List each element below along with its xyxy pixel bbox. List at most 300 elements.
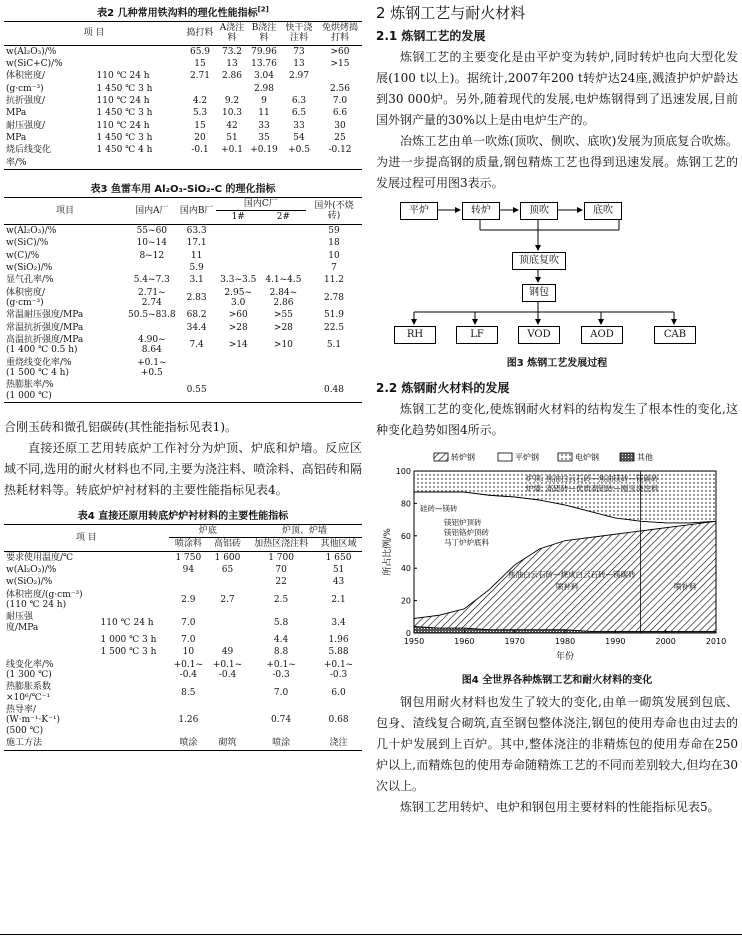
table4-row	[4, 564, 362, 576]
table2-row-condition: 110 ℃ 24 h	[96, 96, 150, 107]
table2-cell: 15	[194, 120, 206, 131]
table4-cell: +0.1~ -0.4	[212, 659, 243, 681]
table4-cell: 喷涂	[272, 738, 291, 749]
table2-row-label: 烧后线变化	[6, 145, 52, 156]
chart-annotation: 焦油白云石砖—烧成白云石砖—镁碳砖	[508, 570, 636, 579]
table4-cell: 0.74	[271, 715, 292, 726]
table2-row	[4, 107, 362, 119]
table2-cell	[184, 157, 216, 170]
table2-row-label: MPa	[6, 108, 27, 119]
table4-h-sub-3: 加热区浇注料	[254, 539, 309, 550]
table4-cell: 43	[332, 577, 345, 588]
table2-cell: 13	[293, 59, 305, 70]
table2-cell: 42	[226, 120, 238, 131]
table4	[4, 524, 362, 751]
table2-row-label: (g·cm⁻³)	[6, 83, 44, 94]
table3-cell: >55	[273, 310, 293, 321]
legend-swatch	[434, 453, 448, 461]
table3-row-label: 高温抗折强度/MPa (1 400 ℃ 0.5 h)	[6, 334, 84, 356]
table3-cell	[261, 262, 306, 274]
table2-caption-text: 表2 几种常用铁沟料的理化性能指标	[97, 8, 258, 19]
x-tick-label: 1990	[605, 637, 626, 646]
flow-node-open-hearth: 平炉	[400, 202, 438, 220]
table2-row-condition	[95, 58, 184, 70]
table4-row	[4, 737, 362, 750]
table3-cell: 2.78	[323, 292, 345, 303]
table3-cell: 55~60	[136, 225, 168, 236]
table3-cell: +0.1~ +0.5	[137, 357, 167, 378]
table3-cell: 50.5~83.8	[128, 310, 176, 321]
page-bottom-rule	[0, 934, 742, 935]
table3-cell: 2.83	[186, 292, 207, 303]
table2-cell: 4.2	[192, 96, 208, 107]
table2-row-label: 率/%	[6, 157, 27, 168]
table2-cell: 2.97	[288, 71, 310, 82]
x-tick-label: 1970	[504, 637, 525, 646]
table3-h-a: 国内A厂	[135, 205, 169, 216]
table2-cell: 79.96	[251, 46, 277, 57]
table2-cell: 6.3	[291, 96, 307, 107]
flow-node-top-blowing: 顶吹	[520, 202, 558, 220]
table2-cell: 7.0	[332, 96, 348, 107]
legend-label: 其他	[637, 453, 653, 462]
table3-row	[4, 322, 362, 334]
table3-cell: 11	[190, 250, 203, 261]
chart-annotation: 镁铝铬炉顶砖	[444, 528, 489, 537]
right-paragraph-4: 钢包用耐火材料也发生了较大的变化,由单一砌筑发展到包底、包身、渣线复合砌筑,直至钢包整体浇注,钢包的使用寿命也由过去的几十炉发展到上百炉。其中,整体浇注的非精炼包的使用寿命在250炉以上,而精炼包的使用寿命随精炼工艺的不同而差别较大,但均在30次以上。	[376, 695, 738, 793]
table2-row-condition: 1 450 ℃ 3 h	[96, 83, 153, 94]
table2-header-row	[4, 22, 362, 46]
figure4-svg	[376, 445, 738, 667]
table4-cell: 8.5	[181, 687, 196, 698]
table4-row-condition: 1 500 ℃ 3 h	[100, 647, 157, 658]
table3-cell: 10~14	[136, 238, 168, 249]
table2-row	[4, 120, 362, 132]
table2-cell: 25	[334, 133, 346, 144]
table3-cell: 5.4~7.3	[133, 275, 170, 286]
left-column	[4, 2, 362, 751]
table4-cell: 7.0	[273, 687, 289, 698]
figure4-caption: 图4 全世界各种炼钢工艺和耐火材料的变化	[461, 675, 653, 686]
y-tick-label: 40	[400, 564, 411, 574]
table2-cell: 51	[226, 133, 238, 144]
table4-row-label: 热膨胀系数 ×10⁶/℃⁻¹	[6, 682, 52, 703]
table2-cell: 9	[261, 96, 267, 107]
table3-cell	[261, 224, 306, 237]
table4-row-label: 施工方法	[6, 738, 43, 749]
table4-caption: 表4 直接还原用转底炉炉衬材料的主要性能指标	[77, 510, 289, 522]
table2-h-3: B浇注料	[251, 23, 277, 44]
table4-row-condition: 110 ℃ 24 h	[100, 617, 154, 628]
table2-row-label: 体积密度/	[6, 71, 46, 82]
table3-cell	[261, 379, 306, 402]
table3-row-label: 重烧线变化率/% (1 500 ℃ 4 h)	[6, 357, 72, 378]
x-tick-label: 1960	[454, 637, 475, 646]
table4-row-label: 热导率/ (W·m⁻¹·K⁻¹) (500 ℃)	[6, 705, 60, 736]
table3-h-c: 国内C厂	[216, 198, 306, 211]
table3-cell: 68.2	[186, 310, 207, 321]
legend-label: 平炉钢	[515, 453, 539, 462]
table3-cell	[216, 262, 261, 274]
flow-node-converter: 转炉	[462, 202, 500, 220]
table3-cell: 3.3~3.5	[220, 275, 257, 286]
table2-row-condition: 1 450 ℃ 4 h	[96, 145, 153, 156]
table3-row-label: w(C)/%	[6, 250, 40, 261]
table2-row-condition: 110 ℃ 24 h	[96, 120, 150, 131]
table2-row-condition: 110 ℃ 24 h	[96, 71, 150, 82]
table3-row	[4, 250, 362, 262]
table3-cell: 5.1	[326, 340, 342, 351]
y-tick-label: 80	[400, 499, 411, 509]
table2-cell	[280, 157, 318, 170]
table2-h-2: A浇注料	[219, 23, 245, 44]
table2-cell: 2.98	[253, 83, 275, 94]
table4-cell: 1.26	[178, 715, 199, 726]
table3-cell: >28	[228, 322, 248, 333]
table4-cell: 2.1	[331, 594, 346, 605]
table2-cell: +0.19	[250, 145, 278, 156]
table2-h-4: 快干浇注料	[285, 23, 313, 44]
table4-row-label: w(SiO₂)/%	[6, 577, 53, 588]
table2-cell: 33	[258, 120, 270, 131]
table2-cell: 54	[293, 133, 305, 144]
table2-cell: 2.56	[329, 83, 351, 94]
table4-row-label: 线变化率/% (1 300 ℃)	[6, 659, 54, 681]
table2-row-label: 耐压强度/	[6, 120, 46, 131]
table3-cell	[126, 379, 178, 402]
table4-cell: 2.7	[220, 594, 235, 605]
table4-cell	[208, 634, 247, 646]
table4-cell	[208, 704, 247, 737]
table2-cell: 2.86	[221, 71, 243, 82]
table3-cell	[216, 237, 261, 249]
table4-row-label: 要求使用温度/℃	[6, 552, 74, 563]
chart-annotation: 喷补料	[556, 582, 579, 591]
table3-cell: >10	[273, 340, 293, 351]
table3-row-label: 体积密度/ (g·cm⁻³)	[6, 287, 46, 308]
x-tick-label: 2010	[705, 637, 727, 646]
table3-cell	[126, 262, 178, 274]
table2-row	[4, 144, 362, 156]
table3-cell: 2.84~ 2.86	[269, 287, 298, 308]
table3	[4, 197, 362, 403]
table3-cell: 5.9	[189, 262, 204, 273]
table4-cell: 7.0	[181, 617, 196, 628]
legend-swatch	[498, 453, 512, 461]
table3-row	[4, 237, 362, 249]
table4-row-condition	[99, 737, 169, 750]
flow-node-bottom-blowing: 底吹	[584, 202, 622, 220]
y-tick-label: 60	[400, 531, 411, 541]
y-tick-label: 0	[405, 629, 411, 638]
table4-cell	[208, 611, 247, 634]
table2-cell: 11	[258, 108, 270, 119]
chart-annotation: 炉顶: 焦油白云石砖—焦油镁砖—镁碳砖	[526, 474, 659, 483]
table3-h-c1: 1#	[231, 212, 245, 223]
left-paragraph-2: 直接还原工艺用转底炉工作衬分为炉顶、炉底和炉墙。反应区域不同,选用的耐火材料也不同,主要为浇注料、喷涂料、高铝砖和隔热耗材料等。转底炉炉衬材料的主要性能指标见表4。	[4, 440, 362, 497]
table4-row-condition	[99, 681, 169, 704]
table4-row-condition	[99, 551, 169, 564]
table4-row-label: 体积密度/(g·cm⁻³) (110 ℃ 24 h)	[6, 589, 83, 611]
table4-cell	[208, 681, 247, 704]
flow-leaf-lf: LF	[456, 326, 498, 344]
right-paragraph-2: 冶炼工艺由单一吹炼(顶吹、侧吹、底吹)发展为顶底复合吹炼。为进一步提高钢的质量,钢包精炼工艺也得到迅速发展。炼钢工艺的发展过程可用图3表示。	[376, 134, 738, 190]
right-paragraph-3: 炼钢工艺的变化,使炼钢耐火材料的结构发生了根本性的变化,这种变化趋势如图4所示。	[376, 402, 738, 437]
table3-row-label: 热膨胀率/% (1 000 ℃)	[6, 380, 54, 401]
table3-h-item: 项目	[55, 205, 74, 216]
table2-cell: 73	[293, 46, 305, 57]
table4-h-sub-4: 其他区域	[320, 539, 357, 550]
table4-cell: 1 700	[268, 552, 294, 563]
table3-cell: 4.1~4.5	[265, 275, 302, 286]
table4-row-label	[4, 634, 99, 646]
table3-cell: 3.1	[189, 275, 204, 286]
y-tick-label: 20	[400, 596, 411, 606]
table2-h-item: 项 目	[83, 28, 105, 39]
table4-h-sub-1: 喷涂料	[174, 539, 202, 550]
table4-row	[4, 589, 362, 612]
table2-cite: [2]	[257, 5, 269, 14]
table4-cell: 94	[182, 565, 195, 575]
table2-cell	[216, 157, 248, 170]
table4-row-condition	[99, 704, 169, 737]
table2-row-label: MPa	[6, 133, 27, 144]
table3-row	[4, 357, 362, 380]
x-axis-label: 年份	[555, 652, 575, 662]
table3-cell	[126, 322, 178, 334]
table3-row	[4, 224, 362, 237]
right-paragraph-5: 炼钢工艺用转炉、电炉和钢包用主要材料的性能指标见表5。	[400, 800, 720, 814]
table4-cell: 10	[182, 647, 195, 658]
table3-cell	[261, 237, 306, 249]
table4-row-condition	[99, 564, 169, 576]
table3-row-label: 常温抗折强度/MPa	[6, 322, 84, 333]
flow-node-combined-blowing: 顶底复吹	[512, 252, 566, 270]
table2-row-label: w(Al₂O₃)/%	[6, 46, 57, 57]
table2-cell	[318, 157, 362, 170]
table3-cell: >14	[228, 340, 248, 351]
table3-cell: 2.95~ 3.0	[224, 287, 253, 308]
table3-row	[4, 379, 362, 402]
legend-swatch	[620, 453, 634, 461]
table3-cell	[216, 224, 261, 237]
table3-cell: 4.90~ 8.64	[138, 334, 166, 356]
table3-cell: 11.2	[323, 275, 345, 286]
table4-row-condition	[99, 589, 169, 612]
chart-annotation: 硅砖—镁砖	[420, 504, 458, 513]
table3-cell: 8~12	[139, 250, 165, 261]
table2-row	[4, 45, 362, 58]
table4-cell: 1 600	[214, 552, 241, 563]
table4-h-item: 项 目	[75, 532, 97, 543]
table2-row	[4, 95, 362, 107]
table3-cell	[178, 357, 216, 380]
table4-cell: 4.4	[273, 635, 289, 646]
legend-swatch	[558, 453, 572, 461]
table2-cell: >60	[330, 46, 350, 57]
table2-cell	[184, 83, 216, 95]
legend-label: 转炉钢	[451, 453, 475, 462]
table4-cell: 5.88	[328, 647, 349, 658]
table4-cell: 49	[221, 647, 234, 658]
table2-cell: 10.3	[221, 108, 243, 119]
table4-row-label: w(Al₂O₃)/%	[6, 565, 57, 575]
table4-cell: 1 650	[325, 552, 352, 563]
table2-cell: 65.9	[189, 46, 211, 57]
legend-label: 电炉钢	[575, 453, 599, 462]
table2-cell: 35	[258, 133, 270, 144]
table4-row-condition	[99, 659, 169, 682]
table3-row-label: 常温耐压强度/MPa	[6, 310, 84, 321]
table2-cell: 5.3	[192, 108, 208, 119]
table2-h-1: 捣打料	[186, 28, 214, 39]
table3-cell	[261, 357, 306, 380]
table2-cell	[318, 70, 362, 82]
table4-h-sub-2: 高铝砖	[213, 539, 241, 550]
table4-cell: 1.96	[328, 635, 349, 646]
table4-row	[4, 611, 362, 634]
table3-cell: 34.4	[186, 322, 207, 333]
section-title: 2 炼钢工艺与耐火材料	[376, 4, 526, 22]
table3-cell: 59	[328, 225, 340, 236]
flow-leaf-aod: AOD	[581, 326, 623, 344]
table2-cell: 3.04	[253, 71, 275, 82]
table4-row-condition: 1 000 ℃ 3 h	[100, 635, 157, 646]
chart-annotation: 喷补料	[674, 582, 697, 591]
table3-cell: 7	[331, 262, 337, 273]
table4-cell: 浇注	[329, 738, 348, 749]
table3-h-f: 国外(不烧砖)	[314, 200, 354, 221]
table3-cell: 17.1	[186, 238, 207, 249]
table4-cell: 砌筑	[218, 738, 237, 749]
chart-annotation: 马丁炉炉底料	[444, 538, 489, 547]
table4-cell: 喷涂	[179, 738, 198, 749]
table4-cell: 0.68	[328, 715, 349, 726]
y-axis-label: 所占比例/%	[383, 528, 393, 576]
table4-cell: 6.0	[331, 687, 346, 698]
table2-caption	[4, 4, 362, 19]
x-tick-label: 1950	[403, 637, 425, 646]
table3-h-c2: 2#	[276, 212, 291, 223]
chart-annotation: 镁铝炉顶砖	[444, 518, 482, 527]
table4-cell: +0.1~ -0.4	[173, 659, 204, 681]
table4-row	[4, 634, 362, 646]
table2-row-condition: 1 450 ℃ 3 h	[96, 108, 153, 119]
flow-node-ladle: 钢包	[522, 284, 556, 302]
table4-row	[4, 576, 362, 588]
table4-row	[4, 704, 362, 737]
right-column	[376, 2, 738, 818]
table3-cell	[306, 357, 362, 380]
table3-row	[4, 309, 362, 321]
table3-cell: 10	[328, 250, 340, 261]
table3-cell: >28	[273, 322, 293, 333]
figure3-flowchart	[376, 200, 738, 350]
table2-h-5: 免烘烤捣打料	[321, 23, 358, 44]
figure4-chart	[376, 445, 738, 667]
table2-row	[4, 132, 362, 144]
table3-cell	[216, 250, 261, 262]
table2-cell: 73.2	[221, 46, 243, 57]
table3-row	[4, 274, 362, 286]
table3-header-row1	[4, 198, 362, 211]
table2-cell: 13	[226, 59, 238, 70]
table4-row	[4, 659, 362, 682]
table4-row-label: 耐压强 度/MPa	[6, 612, 39, 633]
table3-cell: 7.4	[189, 340, 204, 351]
table2	[4, 21, 362, 170]
table4-row-label	[4, 646, 99, 658]
table4-cell	[169, 576, 208, 588]
table3-cell: >60	[228, 310, 248, 321]
table3-h-b: 国内B厂	[179, 205, 214, 216]
table4-row	[4, 646, 362, 658]
table4-cell: 51	[332, 565, 345, 575]
table3-row	[4, 334, 362, 357]
y-tick-label: 100	[395, 467, 411, 476]
table4-cell: 22	[275, 577, 287, 588]
table4-cell: 2.9	[181, 594, 196, 605]
right-paragraph-1: 炼钢工艺的主要变化是由平炉变为转炉,同时转炉也向大型化发展(100 t以上)。据统计,2007年200 t转炉达24座,溅渣护炉炉龄达到30 000炉。另外,随着现代的发展,电炉炼钢得到了迅速发展,目前国外钢产量的30%以上是由电炉生产的。	[376, 50, 738, 127]
table2-cell: 15	[194, 59, 206, 70]
table2-cell: +0.5	[288, 145, 310, 156]
left-paragraph-1: 合刚玉砖和微孔铝碳砖(其性能指标见表1)。	[4, 419, 237, 434]
table2-cell	[248, 157, 280, 170]
table4-h-floor: 炉底	[169, 524, 247, 537]
table2-cell: >15	[330, 59, 350, 70]
table2-row-condition	[95, 45, 184, 58]
table2-row	[4, 83, 362, 95]
table3-cell: 0.48	[323, 385, 345, 396]
flow-leaf-rh: RH	[394, 326, 436, 344]
table2-cell: -0.1	[191, 145, 209, 156]
table4-cell: +0.1~ -0.3	[323, 659, 354, 681]
table3-cell: 2.71~ 2.74	[138, 287, 166, 308]
table2-row-label: 抗折强度/	[6, 96, 46, 107]
table2-row-condition: 1 450 ℃ 3 h	[96, 133, 153, 144]
table3-cell	[216, 379, 261, 402]
table4-cell: 2.5	[273, 594, 289, 605]
table3-row	[4, 262, 362, 274]
flow-leaf-vod: VOD	[518, 326, 560, 344]
table2-cell	[280, 83, 318, 95]
figure3-caption: 图3 炼钢工艺发展过程	[506, 358, 608, 369]
table3-cell: 0.55	[186, 385, 207, 396]
table4-row	[4, 551, 362, 564]
table2-cell: 6.6	[332, 108, 348, 119]
table4-cell	[208, 576, 247, 588]
table2-row	[4, 58, 362, 70]
table3-row-label: w(SiC)/%	[6, 238, 49, 249]
table2-cell: 2.71	[189, 71, 211, 82]
table2-cell: 9.2	[224, 96, 240, 107]
table2-cell: +0.1	[221, 145, 243, 156]
table4-cell: 5.8	[273, 617, 289, 628]
table4-cell: 65	[221, 565, 234, 575]
table3-row-label: w(Al₂O₃)/%	[6, 225, 57, 236]
chart-annotation: 炉墙: 高铝砖—优质高铝砖—刚玉浇注料	[526, 484, 659, 493]
table4-row-condition	[99, 576, 169, 588]
table4-row	[4, 681, 362, 704]
table2-row-label: w(SiC+C)/%	[6, 59, 63, 70]
table2-row-condition	[95, 157, 184, 170]
table3-row	[4, 287, 362, 310]
table4-header-row1	[4, 524, 362, 537]
subsection-2-2: 2.2 炼钢耐火材料的发展	[376, 381, 510, 395]
x-tick-label: 1980	[554, 637, 576, 646]
table3-cell: 63.3	[186, 225, 207, 236]
table2-cell: -0.12	[328, 145, 352, 156]
